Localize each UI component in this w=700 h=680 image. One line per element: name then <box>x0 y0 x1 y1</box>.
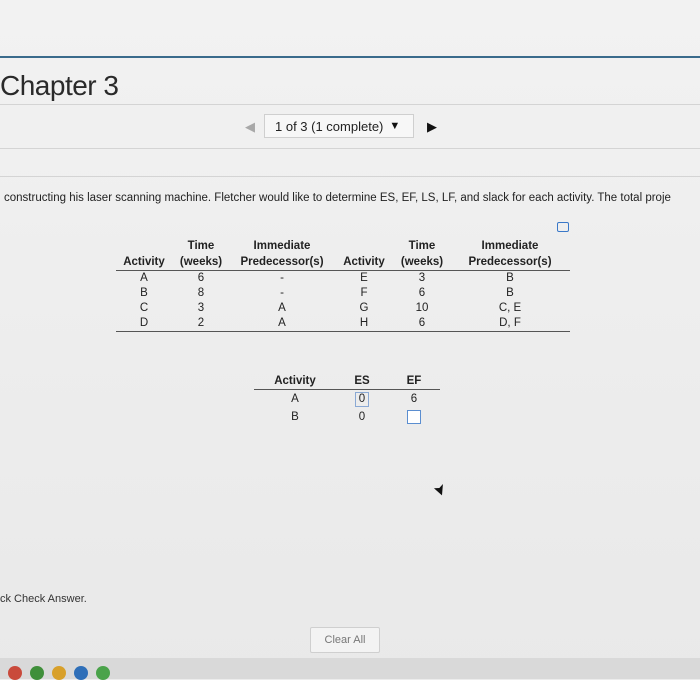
ef-answer-field[interactable]: 6 <box>410 393 418 405</box>
table-cell: A <box>140 272 148 284</box>
clear-all-button[interactable]: Clear All <box>310 627 380 653</box>
table-cell: 6 <box>197 272 205 284</box>
table-cell: H <box>334 316 394 332</box>
mouse-cursor-icon <box>434 484 448 498</box>
table-cell: 6 <box>418 287 426 299</box>
column-header: Immediate <box>253 240 311 252</box>
table-cell: A <box>291 393 299 405</box>
table-cell: C, E <box>498 302 522 314</box>
table-cell: C <box>139 302 149 314</box>
dock-app-icon[interactable] <box>30 666 44 680</box>
answer-input[interactable] <box>407 410 421 424</box>
column-header: Predecessor(s) <box>450 254 570 271</box>
table-cell: 2 <box>172 316 230 332</box>
table-cell: F <box>360 287 368 299</box>
table-cell: B <box>291 411 299 423</box>
table-cell: - <box>280 287 284 299</box>
question-navigator <box>236 114 446 140</box>
table-cell: 8 <box>197 287 205 299</box>
table-cell: 6 <box>394 316 450 332</box>
dock-app-icon[interactable] <box>74 666 88 680</box>
es-answer-field[interactable]: 0 <box>358 411 366 423</box>
table-cell: B <box>506 287 514 299</box>
column-header: Predecessor(s) <box>230 254 334 271</box>
next-question-button[interactable] <box>420 114 444 140</box>
table-cell: A <box>278 302 286 314</box>
table-cell: 3 <box>418 272 426 284</box>
column-header: Activity <box>254 373 336 390</box>
right-triangle-icon: ▶ <box>427 119 437 134</box>
header-rule <box>0 56 700 58</box>
table-row <box>116 316 570 332</box>
page-title: Chapter 3 <box>0 70 119 101</box>
table-cell: B <box>140 287 148 299</box>
copy-icon[interactable] <box>557 222 569 232</box>
column-header: Time <box>187 240 215 252</box>
column-header: EF <box>388 373 440 390</box>
table-cell: 3 <box>197 302 205 314</box>
question-progress-dropdown[interactable] <box>264 114 414 138</box>
es-answer-field[interactable] <box>336 390 388 409</box>
es-ef-answer-table <box>254 373 440 426</box>
column-header: Activity <box>116 254 172 271</box>
table-row <box>116 286 570 301</box>
table-cell: A <box>230 316 334 332</box>
column-header: ES <box>336 373 388 390</box>
previous-question-button[interactable] <box>236 114 264 140</box>
table-row <box>116 301 570 316</box>
dock-app-icon[interactable] <box>52 666 66 680</box>
divider <box>0 104 700 105</box>
table-row <box>116 271 570 287</box>
column-header: Time <box>408 240 436 252</box>
activity-table <box>116 238 570 332</box>
table-row <box>254 390 440 409</box>
column-header: (weeks) <box>172 254 230 271</box>
check-answer-link[interactable]: ck Check Answer. <box>0 593 87 605</box>
table-cell: - <box>280 272 284 284</box>
column-header: Activity <box>334 254 394 271</box>
table-cell: B <box>506 272 514 284</box>
progress-label: 1 of 3 (1 complete) <box>275 118 384 134</box>
table-cell: E <box>360 272 368 284</box>
dock-app-icon[interactable] <box>96 666 110 680</box>
divider <box>0 148 700 149</box>
table-cell: D <box>116 316 172 332</box>
table-cell: D, F <box>450 316 570 332</box>
column-header: (weeks) <box>394 254 450 271</box>
ef-answer-field[interactable] <box>388 408 440 426</box>
table-cell: 10 <box>415 302 429 314</box>
divider <box>0 176 700 177</box>
table-row <box>254 408 440 426</box>
column-header: Immediate <box>481 240 539 252</box>
answer-value: 0 <box>355 392 369 407</box>
left-triangle-icon: ◀ <box>245 119 255 134</box>
question-text: constructing his laser scanning machine. Fletcher would like to determine ES, EF, LS, LF, and slack for each activity. The total proje <box>4 192 671 204</box>
table-cell: G <box>359 302 369 314</box>
dock-app-icon[interactable] <box>8 666 22 680</box>
chevron-down-icon: ▼ <box>389 120 401 132</box>
